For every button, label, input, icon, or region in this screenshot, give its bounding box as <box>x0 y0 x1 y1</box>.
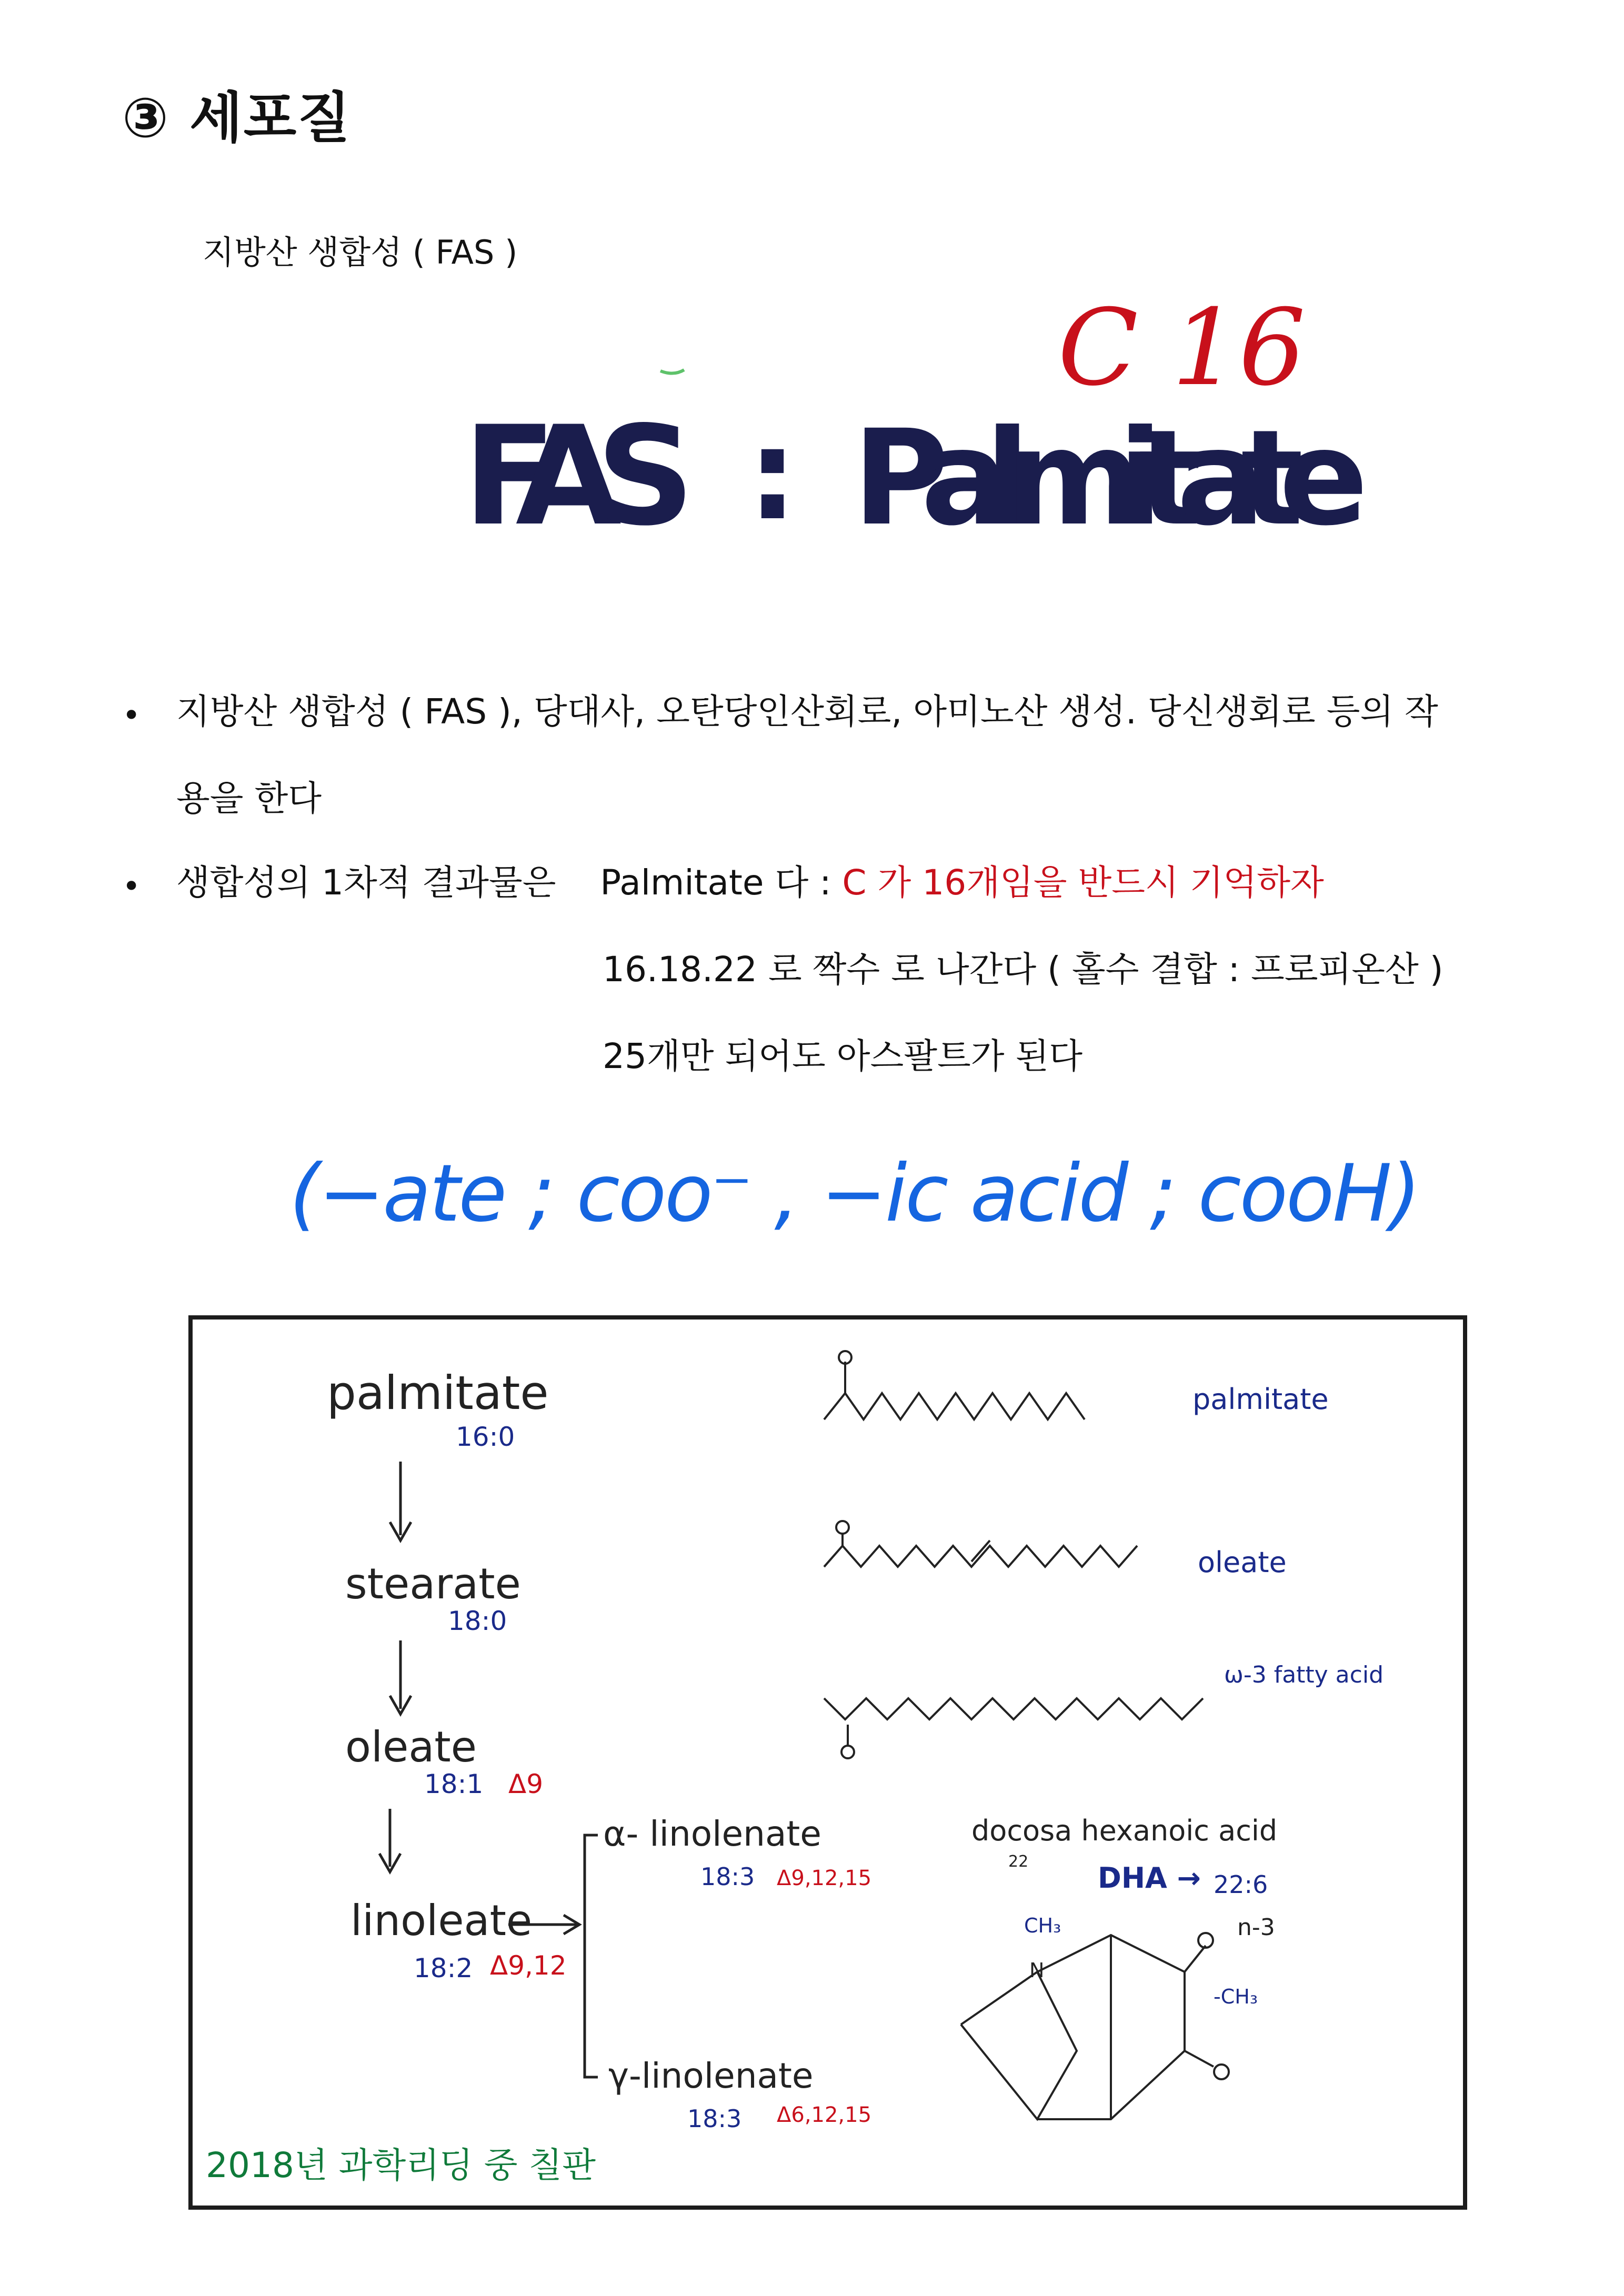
branch-alpha-ratio: 18:3 <box>700 1862 755 1891</box>
structure-label-omega3: ω-3 fatty acid <box>1224 1661 1384 1688</box>
page-title <box>122 74 352 153</box>
banner-green-mark <box>660 370 684 374</box>
structure-label-palmitate: palmitate <box>1192 1383 1329 1416</box>
bullet-dot: • <box>122 697 141 734</box>
pathway-oleate: oleate <box>345 1723 477 1771</box>
ring-n-label: N <box>1029 1959 1045 1982</box>
pathway-linoleate-delta: Δ9,12 <box>490 1950 567 1981</box>
branch-gamma-delta: Δ6,12,15 <box>777 2103 872 2127</box>
pathway-oleate-ratio: 18:1 <box>424 1769 484 1799</box>
pathway-palmitate: palmitate <box>327 1366 549 1420</box>
bullet-1-line-2: 용을 한다 <box>176 778 322 819</box>
ring-ch3-top: CH₃ <box>1024 1914 1061 1937</box>
branch-alpha-delta: Δ9,12,15 <box>777 1866 872 1890</box>
purine-ring <box>961 1933 1229 2119</box>
board-credit: 2018년 과학리딩 중 칠판 <box>206 2145 596 2186</box>
dha-ratio: 22:6 <box>1214 1870 1268 1899</box>
pathway-stearate: stearate <box>345 1559 521 1608</box>
palmitate-structure <box>824 1351 1085 1419</box>
fas-palmitate-banner <box>453 292 1379 566</box>
pathway-linoleate-ratio: 18:2 <box>414 1953 473 1983</box>
pathway-palmitate-ratio: 16:0 <box>456 1422 515 1452</box>
handwritten-note <box>284 1131 1442 1268</box>
banner-palmitate-text: Palmitate <box>853 401 1368 555</box>
dha-name: docosa hexanoic acid <box>971 1814 1278 1847</box>
branch-gamma-ratio: 18:3 <box>687 2104 742 2133</box>
section-number: ③ <box>122 86 170 150</box>
pathway-oleate-delta: Δ9 <box>508 1769 544 1799</box>
oleate-structure <box>824 1521 1137 1567</box>
pathway-stearate-ratio: 18:0 <box>448 1606 507 1636</box>
banner-fas-text: FAS <box>463 397 695 556</box>
dha-abbr: DHA → <box>1098 1861 1201 1895</box>
branch-gamma-linolenate: γ-linolenate <box>608 2056 814 2096</box>
bullet-2 <box>176 862 1324 903</box>
handwritten-note-text: (−ate ; coo⁻ , −ic acid ; cooH) <box>289 1148 1421 1240</box>
dha-sub: 22 <box>1008 1852 1029 1871</box>
blackboard-figure <box>188 1315 1467 2210</box>
bullet-2-highlight: C 가 16개임을 반드시 기억하자 <box>842 862 1324 903</box>
dha-family: n-3 <box>1237 1914 1275 1941</box>
board-drawing <box>193 1320 1463 2206</box>
branch-alpha-linolenate: α- linolenate <box>603 1814 821 1854</box>
banner-colon: : <box>747 401 798 548</box>
structure-label-oleate: oleate <box>1198 1546 1287 1579</box>
pathway-linoleate: linoleate <box>350 1896 533 1945</box>
subtitle: 지방산 생합성 ( FAS ) <box>203 233 518 271</box>
section-title: 세포질 <box>189 86 352 150</box>
ring-ch3-right: -CH₃ <box>1214 1985 1258 2008</box>
omega3-structure <box>824 1698 1203 1758</box>
branch-bracket <box>585 1835 598 2077</box>
bullet-2-sub-1: 16.18.22 로 짝수 로 나간다 ( 홀수 결합 : 프로피온산 ) <box>603 949 1443 990</box>
bullet-2-text: 생합성의 1차적 결과물은 Palmitate 다 : <box>176 862 843 903</box>
bullet-1-line-1: 지방산 생합성 ( FAS ), 당대사, 오탄당인산회로, 아미노산 생성. 당신생회로 등의 작 <box>176 691 1438 732</box>
bullet-dot: • <box>122 868 141 905</box>
bullet-2-sub-2: 25개만 되어도 아스팔트가 된다 <box>603 1036 1082 1076</box>
banner-carbon-label: C 16 <box>1058 292 1306 409</box>
